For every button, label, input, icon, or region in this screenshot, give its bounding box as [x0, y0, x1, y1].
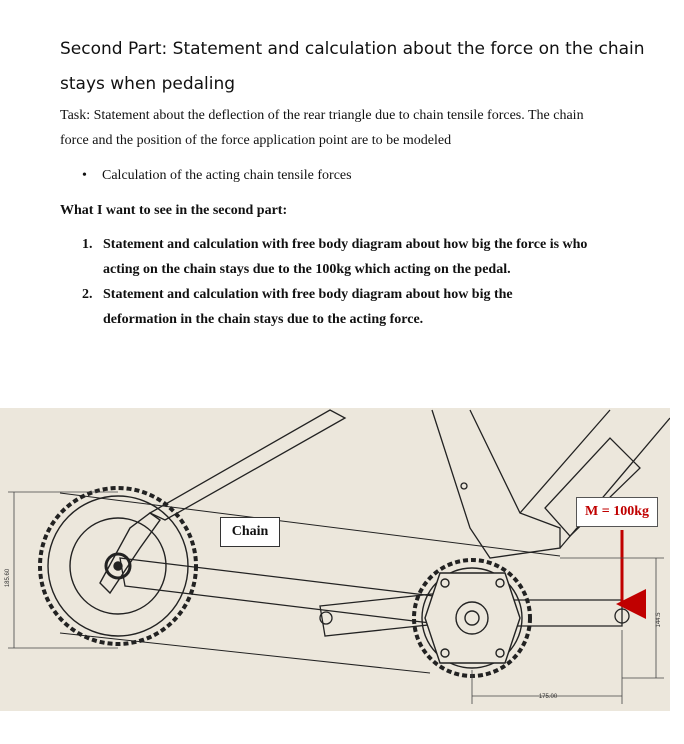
requirement-line: deformation in the chain stays due to the acting force. [103, 312, 424, 327]
seat-tube [432, 410, 560, 558]
requirement-line: Statement and calculation with free body diagram about how big the force is who [103, 237, 588, 252]
heading-line-1: Second Part: Statement and calculation about the force on the chain [60, 39, 645, 59]
requirement-item [82, 232, 622, 282]
requirement-line: acting on the chain stays due to the 100kg which acting on the pedal. [103, 262, 511, 277]
requirement-line: Statement and calculation with free body diagram about how big the [103, 287, 513, 302]
task-paragraph [60, 103, 630, 153]
front-chainring [414, 560, 530, 676]
requirement-number: 2. [82, 287, 93, 302]
requirement-item [82, 282, 622, 332]
dimension-label-left: 185.60 [5, 568, 11, 588]
dimension-label-horizontal: 175.00 [538, 694, 558, 700]
dimension-label-right: 144.5 [656, 612, 662, 628]
bullet-dot-icon: • [82, 168, 87, 183]
rear-sprocket [40, 488, 196, 644]
section-heading [60, 32, 660, 102]
bike-frame-drawing [0, 408, 670, 711]
bullet-text: Calculation of the acting chain tensile forces [102, 168, 352, 183]
heading-line-2: stays when pedaling [60, 74, 236, 94]
chain-label: Chain [220, 517, 280, 547]
requirements-list [82, 232, 622, 332]
chain-stay [120, 558, 455, 626]
task-line-2: force and the position of the force application point are to be modeled [60, 133, 452, 148]
task-line-1: Task: Statement about the deflection of the rear triangle due to chain tensile forces. The chain [60, 108, 584, 123]
bike-drivetrain-figure [0, 408, 670, 711]
mass-label: M = 100kg [576, 497, 658, 527]
want-heading: What I want to see in the second part: [60, 203, 288, 218]
requirement-number: 1. [82, 237, 93, 252]
bullet-item [82, 165, 352, 187]
down-tube [520, 410, 670, 548]
seat-stay [150, 410, 345, 520]
